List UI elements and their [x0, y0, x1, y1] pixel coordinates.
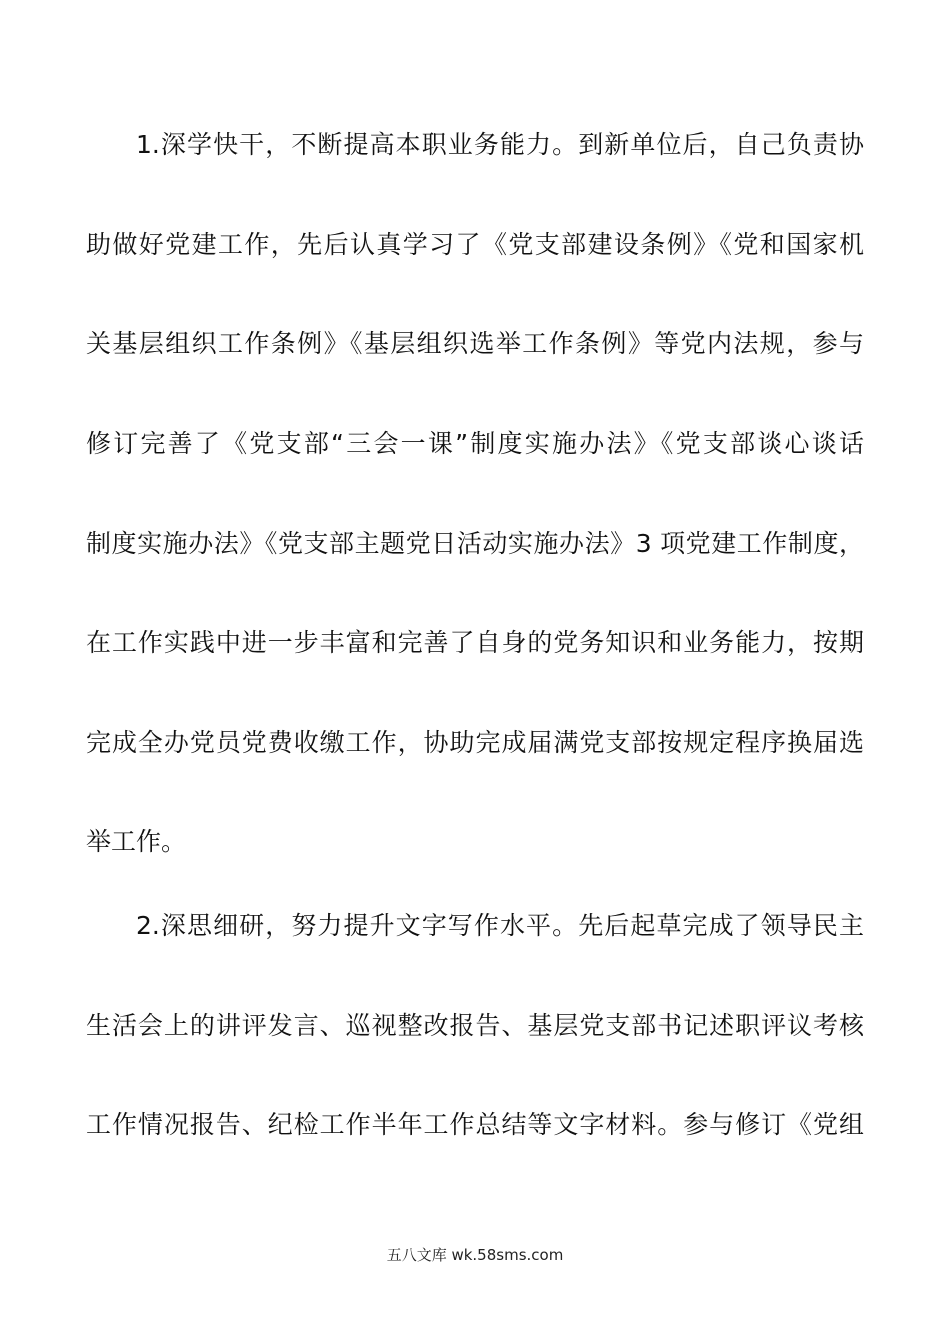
paragraph-1-line-5: 制度实施办法》《党支部主题党日活动实施办法》3 项党建工作制度，: [86, 529, 864, 558]
paragraph-1-line-8: 举工作。: [86, 827, 187, 856]
paragraph-1-line-2: 助做好党建工作，先后认真学习了《党支部建设条例》《党和国家机: [86, 230, 864, 259]
paragraph-2-line-2: 生活会上的讲评发言、巡视整改报告、基层党支部书记述职评议考核: [86, 1011, 864, 1040]
page-footer: 五八文库 wk.58sms.com: [386, 1246, 564, 1264]
paragraph-1-line-7: 完成全办党员党费收缴工作，协助完成届满党支部按规定程序换届选: [86, 728, 864, 757]
paragraph-1-line-6: 在工作实践中进一步丰富和完善了自身的党务知识和业务能力，按期: [86, 628, 864, 657]
paragraph-1-line-4: 修订完善了《党支部“三会一课”制度实施办法》《党支部谈心谈话: [86, 429, 864, 458]
paragraph-2-line-1: 2.深思细研，努力提升文字写作水平。先后起草完成了领导民主: [136, 911, 864, 940]
paragraph-1-line-1: 1.深学快干，不断提高本职业务能力。到新单位后，自己负责协: [136, 130, 864, 159]
paragraph-2-line-3: 工作情况报告、纪检工作半年工作总结等文字材料。参与修订《党组: [86, 1110, 864, 1139]
paragraph-1-line-3: 关基层组织工作条例》《基层组织选举工作条例》等党内法规，参与: [86, 329, 864, 358]
